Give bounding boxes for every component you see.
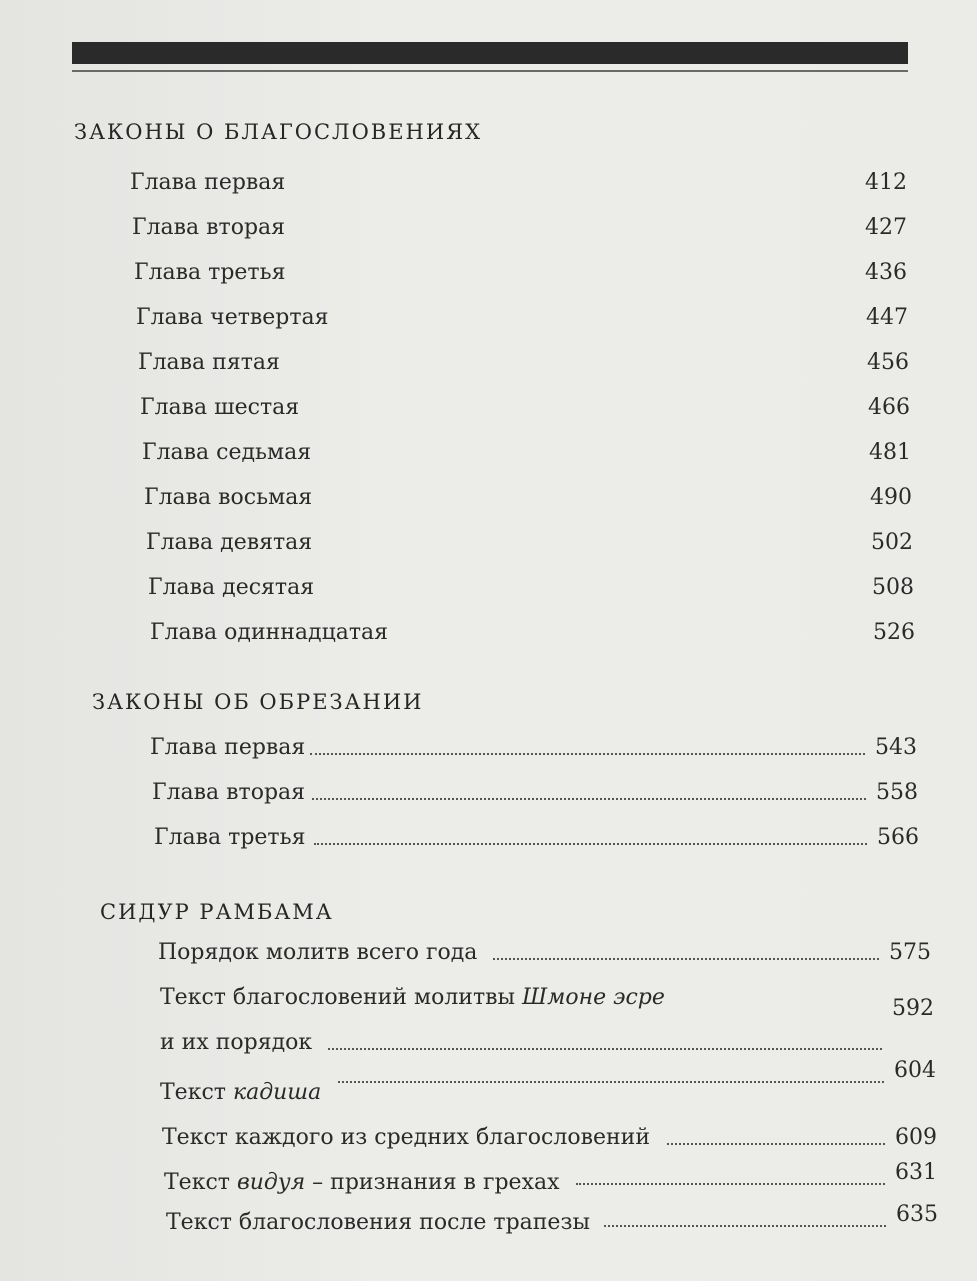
toc-entry-label: Глава девятая [146, 530, 313, 555]
toc-entry[interactable] [160, 1058, 936, 1109]
toc-entry[interactable] [162, 1120, 937, 1154]
toc-entry-label-part: Текст [164, 1170, 237, 1195]
toc-entry[interactable] [154, 820, 919, 854]
toc-entry-page: 566 [877, 825, 919, 850]
toc-entry-label [160, 985, 665, 1010]
toc-entry-page: 508 [872, 575, 914, 600]
toc-entry[interactable] [136, 300, 908, 334]
toc-entry[interactable] [148, 570, 914, 604]
section-title-circumcision: ЗАКОНЫ ОБ ОБРЕЗАНИИ [92, 690, 424, 714]
toc-entry-page: 412 [865, 170, 907, 195]
toc-entry-label-italic: кадиша [232, 1080, 322, 1105]
toc-leader [493, 958, 879, 960]
toc-entry[interactable] [130, 165, 907, 199]
toc-entry-label-italic: видуя [236, 1170, 306, 1195]
toc-entry[interactable] [146, 525, 913, 559]
toc-entry[interactable] [166, 1202, 938, 1239]
toc-entry[interactable] [152, 775, 918, 809]
toc-entry-label [164, 1170, 560, 1195]
toc-entry-label [160, 1080, 321, 1105]
toc-entry-page: 502 [871, 530, 913, 555]
toc-entry-page: 609 [895, 1125, 937, 1150]
section-title-blessings: ЗАКОНЫ О БЛАГОСЛОВЕНИЯХ [74, 120, 483, 144]
toc-entry-page: 466 [868, 395, 910, 420]
header-rule [72, 42, 908, 64]
toc-entry-label: Глава первая [130, 170, 286, 195]
toc-entry[interactable] [160, 980, 900, 1014]
toc-entry[interactable] [138, 345, 909, 379]
toc-entry-label: Глава одиннадцатая [150, 620, 389, 645]
toc-entry-page: 490 [870, 485, 912, 510]
toc-entry-page: 635 [896, 1202, 938, 1227]
toc-leader [338, 1081, 884, 1083]
toc-entry[interactable] [150, 730, 917, 764]
toc-entry[interactable] [142, 435, 911, 469]
toc-entry-label: Глава третья [154, 825, 306, 850]
toc-entry-page: 604 [894, 1058, 936, 1083]
toc-entry[interactable] [134, 255, 907, 289]
toc-entry-label: Текст благословения после трапезы [166, 1210, 590, 1235]
toc-entry-label: Глава восьмая [144, 485, 313, 510]
toc-entry-label: и их порядок [160, 1030, 313, 1055]
toc-entry-page: 558 [876, 780, 918, 805]
toc-entry[interactable] [164, 1160, 937, 1199]
toc-entry-page: 447 [866, 305, 908, 330]
toc-entry-label-part: – признания в грехах [305, 1170, 560, 1195]
toc-entry-page: 631 [895, 1160, 937, 1185]
toc-entry[interactable] [144, 480, 912, 514]
toc-entry-page: 543 [875, 735, 917, 760]
toc-entry-label-italic: Шмоне эсре [522, 985, 665, 1010]
toc-entry[interactable] [140, 390, 910, 424]
toc-entry-label: Глава вторая [152, 780, 306, 805]
toc-entry[interactable] [150, 615, 915, 649]
toc-leader [310, 753, 865, 755]
toc-entry-label: Глава шестая [140, 395, 300, 420]
toc-entry-page: 436 [865, 260, 907, 285]
toc-entry-label-part: Текст благословений молитвы [160, 985, 523, 1010]
toc-entry-page: 592 [892, 996, 934, 1021]
toc-entry-label: Глава седьмая [142, 440, 312, 465]
toc-entry-label-part: Текст [160, 1080, 233, 1105]
toc-entry-page: 456 [867, 350, 909, 375]
toc-entry[interactable] [158, 935, 931, 969]
header-rule-thin [72, 70, 908, 72]
toc-entry[interactable] [132, 210, 907, 244]
toc-entry-label: Текст каждого из средних благословений [162, 1125, 650, 1150]
toc-entry-label: Глава первая [150, 735, 306, 760]
toc-entry-label: Глава четвертая [136, 305, 329, 330]
toc-entry-label: Порядок молитв всего года [158, 940, 478, 965]
toc-leader [314, 843, 867, 845]
toc-leader [312, 798, 866, 800]
toc-entry-label: Глава вторая [132, 215, 286, 240]
toc-entry-page: 575 [889, 940, 931, 965]
toc-entry-page: 481 [869, 440, 911, 465]
toc-entry-label: Глава десятая [148, 575, 315, 600]
toc-entry-page: 526 [873, 620, 915, 645]
toc-leader [604, 1225, 886, 1227]
toc-leader [667, 1143, 885, 1145]
toc-entry-page: 427 [865, 215, 907, 240]
toc-entry-label: Глава пятая [138, 350, 280, 375]
toc-entry-label: Глава третья [134, 260, 286, 285]
section-title-siddur: СИДУР РАМБАМА [100, 900, 334, 924]
toc-leader [576, 1183, 885, 1185]
toc-leader [328, 1048, 882, 1050]
